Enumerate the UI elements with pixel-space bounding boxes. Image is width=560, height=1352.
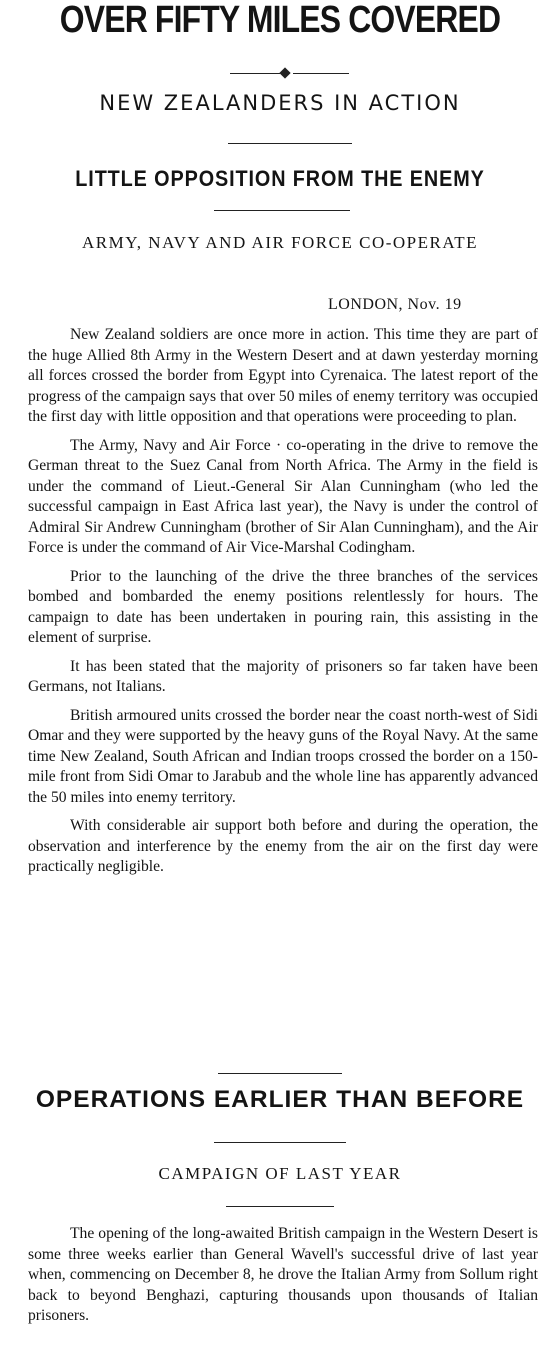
paragraph: British armoured units crossed the border near the coast north-west of Sidi Omar and they were supported by the heavy guns of the Royal Navy. At the same time New Zealand, South African and Indian troops crossed the border on a 150-mile front from Sidi Omar to Jarabub and the whole line has apparently advanced the 50 miles into enemy territory. <box>28 706 538 806</box>
article-body <box>28 325 538 886</box>
divider-rule <box>226 1206 334 1207</box>
divider-rule <box>214 210 350 211</box>
paragraph: New Zealand soldiers are once more in action. This time they are part of the huge Allied 8th Army in the Western Desert and at dawn yesterday morning all forces crossed the border from Egypt into Cyrenaica. The latest report of the progress of the campaign says that over 50 miles of enemy territory was occupied the first day with little opposition and that operations were proceeding to plan. <box>28 326 538 425</box>
subheadline-army-navy-air: ARMY, NAVY AND AIR FORCE CO-OPERATE <box>81 233 479 252</box>
main-headline: OVER FIFTY MILES COVERED <box>59 0 501 41</box>
divider-rule <box>218 1073 342 1074</box>
subheadline-campaign-last-year: CAMPAIGN OF LAST YEAR <box>158 1164 402 1183</box>
ornament-diamond <box>279 67 290 78</box>
second-headline: OPERATIONS EARLIER THAN BEFORE <box>35 1086 525 1113</box>
paragraph: With considerable air support both before and during the operation, the observation and interference by the enemy from the air on the first day were practically negligible. <box>28 817 538 875</box>
ornament-rule-left <box>230 73 280 74</box>
paragraph: The Army, Navy and Air Force · co-operating in the drive to remove the German threat to the Suez Canal from North Africa. The Army in the field is under the command of Lieut.-General Sir Alan Cunningham (who led the successful campaign in East Africa last year), the Navy is under the control of Admiral Sir Andrew Cunningham (brother of Sir Alan Cunningham), and the Air Force is under the command of Air Vice-Marshal Codingham. <box>28 436 538 556</box>
divider-rule <box>228 143 352 144</box>
ornament-rule-right <box>293 73 349 74</box>
subheadline-little-opposition: LITTLE OPPOSITION FROM THE ENEMY <box>75 166 485 191</box>
subheadline-new-zealanders: NEW ZEALANDERS IN ACTION <box>99 91 461 115</box>
paragraph: It has been stated that the majority of prisoners so far taken have been Germans, not Italians. <box>28 657 538 695</box>
paragraph: The opening of the long-awaited British campaign in the Western Desert is some three weeks earlier than General Wavell's successful drive of last year when, commencing on December 8, he drove the Italian Army from Sollum right back to beyond Benghazi, capturing thousands upon thousands of Italian prisoners. <box>28 1225 538 1324</box>
divider-rule <box>214 1142 346 1143</box>
dateline: LONDON, Nov. 19 <box>328 296 462 313</box>
paragraph: Prior to the launching of the drive the three branches of the services bombed and bombarded the enemy positions relentlessly for hours. The campaign to date has been undertaken in pouring rain, this assisting in the element of surprise. <box>28 567 538 646</box>
article-body-2 <box>28 1224 538 1335</box>
